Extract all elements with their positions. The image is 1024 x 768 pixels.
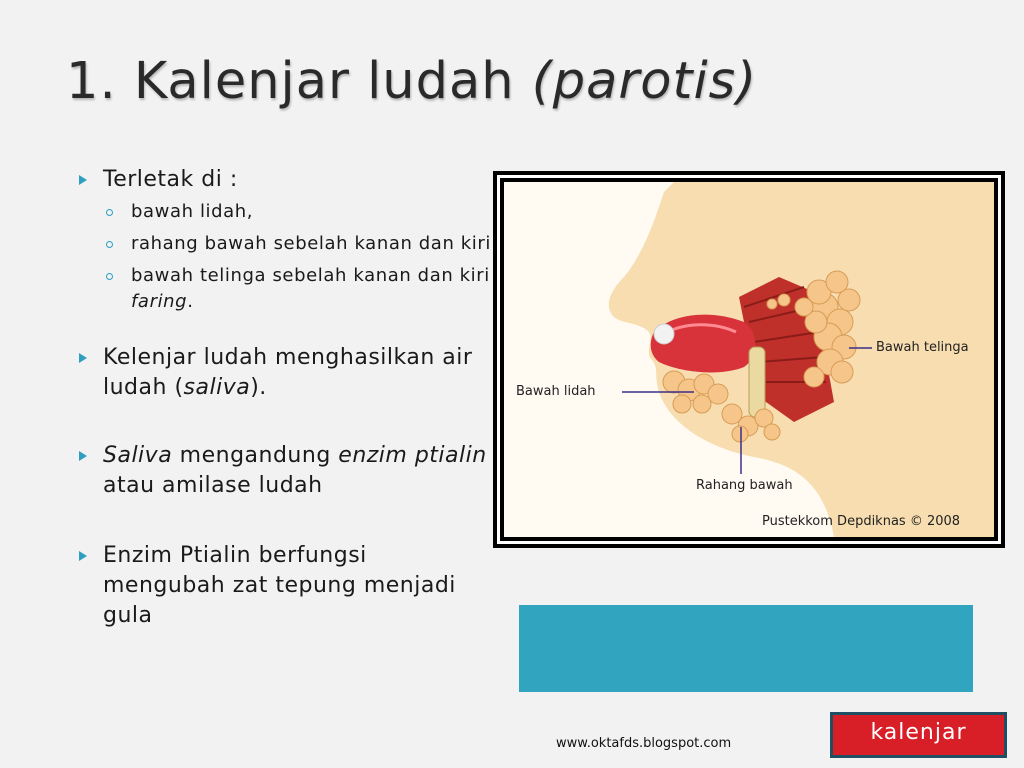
bullet-post: atau amilase ludah bbox=[103, 473, 323, 498]
kalenjar-button-label: kalenjar bbox=[833, 715, 1004, 755]
bullet-location bbox=[76, 165, 496, 195]
bullet-ptialin-text: Enzim Ptialin berfungsi mengubah zat tepung menjadi gula bbox=[103, 543, 456, 628]
slide-title bbox=[66, 52, 757, 111]
teal-highlight-box bbox=[519, 605, 973, 692]
kalenjar-button[interactable] bbox=[830, 712, 1007, 758]
sub-bullet-text-italic: faring bbox=[131, 291, 188, 312]
bullet-arrow-icon bbox=[76, 165, 90, 195]
bullet-saliva-production bbox=[76, 343, 496, 403]
figure-border bbox=[497, 175, 1001, 544]
sub-bullet-text: rahang bawah sebelah kanan dan kiri bbox=[131, 233, 491, 254]
title-italic: (parotis) bbox=[531, 52, 758, 111]
label-bawah-telinga: Bawah telinga bbox=[876, 340, 969, 355]
bullet-italic-saliva: Saliva bbox=[103, 443, 173, 468]
bullet-list bbox=[76, 165, 496, 631]
bullet-arrow-icon bbox=[76, 343, 90, 373]
bullet-italic-enzyme: enzim ptialin bbox=[338, 443, 487, 468]
bullet-text-post: ). bbox=[250, 375, 267, 400]
label-rahang-bawah: Rahang bawah bbox=[696, 478, 793, 493]
figure-frame bbox=[493, 171, 1005, 548]
sub-bullet-circle-icon bbox=[106, 231, 116, 257]
sub-bullet-item bbox=[76, 199, 496, 225]
jaw-bone bbox=[749, 347, 765, 417]
sub-bullet-item bbox=[76, 263, 496, 315]
label-bawah-lidah: Bawah lidah bbox=[516, 384, 596, 399]
bullet-mid: mengandung bbox=[172, 443, 339, 468]
bullet-text-pre: Kelenjar ludah menghasilkan air ludah ( bbox=[103, 345, 473, 400]
bullet-location-text: Terletak di : bbox=[103, 167, 238, 192]
sub-bullet-text-pre: bawah telinga sebelah kanan dan kiri bbox=[131, 265, 490, 286]
footer-url: www.oktafds.blogspot.com bbox=[556, 736, 732, 751]
bullet-arrow-icon bbox=[76, 541, 90, 571]
bullet-text-italic: saliva bbox=[183, 375, 251, 400]
sub-bullet-circle-icon bbox=[106, 199, 116, 225]
teeth bbox=[654, 324, 674, 344]
bullet-ptialin-function bbox=[76, 541, 496, 631]
figure-credit: Pustekkom Depdiknas © 2008 bbox=[762, 514, 961, 529]
bullet-saliva-enzyme bbox=[76, 441, 496, 501]
sub-bullet-circle-icon bbox=[106, 263, 116, 289]
sub-bullet-list bbox=[76, 199, 496, 315]
title-main: 1. Kalenjar ludah bbox=[66, 52, 532, 111]
sub-bullet-text: bawah lidah, bbox=[131, 201, 254, 222]
salivary-gland-illustration bbox=[504, 182, 994, 537]
sub-bullet-text-post: . bbox=[187, 291, 194, 312]
sub-bullet-item bbox=[76, 231, 496, 257]
bullet-arrow-icon bbox=[76, 441, 90, 471]
